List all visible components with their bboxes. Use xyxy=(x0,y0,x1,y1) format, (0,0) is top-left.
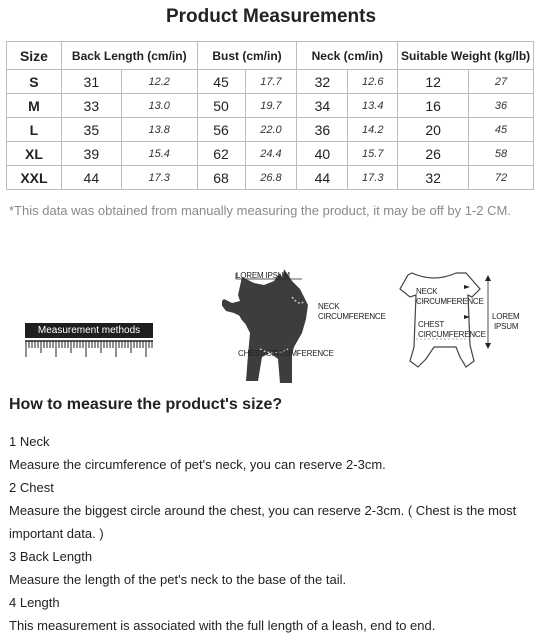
table-row xyxy=(7,70,534,94)
cell-back-in: 13.0 xyxy=(121,94,197,118)
cell-neck-in: 15.7 xyxy=(348,142,398,166)
shirt-label-chest-circumference: CIRCUMFERENCE xyxy=(418,330,486,339)
header-bust: Bust (cm/in) xyxy=(197,42,297,70)
cell-neck-in: 17.3 xyxy=(348,166,398,190)
cell-weight-lb: 36 xyxy=(469,94,534,118)
measurement-illustration xyxy=(0,257,542,387)
step-chest-title: 2 Chest xyxy=(9,480,54,495)
step-neck-title: 1 Neck xyxy=(9,434,50,449)
cell-back-cm: 39 xyxy=(61,142,121,166)
table-row xyxy=(7,94,534,118)
cell-bust-cm: 50 xyxy=(197,94,245,118)
cell-neck-cm: 36 xyxy=(297,118,348,142)
cell-neck-cm: 44 xyxy=(297,166,348,190)
ruler-label: Measurement methods xyxy=(25,323,153,338)
cell-weight-lb: 58 xyxy=(469,142,534,166)
cell-size: M xyxy=(7,94,62,118)
cell-bust-in: 24.4 xyxy=(245,142,297,166)
cell-weight-lb: 72 xyxy=(469,166,534,190)
cell-bust-in: 17.7 xyxy=(245,70,297,94)
step-length-title: 4 Length xyxy=(9,595,60,610)
shirt-label-ipsum: IPSUM xyxy=(494,322,519,331)
cell-neck-cm: 34 xyxy=(297,94,348,118)
header-size: Size xyxy=(7,42,62,70)
shirt-label-neck-circumference: CIRCUMFERENCE xyxy=(416,297,484,306)
step-length-description: This measurement is associated with the full length of a leash, end to end. xyxy=(9,618,436,633)
shirt-label-lorem: LOREM xyxy=(492,312,520,321)
step-chest-description: Measure the biggest circle around the chest, you can reserve 2-3cm. ( Chest is the most important data. ) xyxy=(9,503,517,541)
step-neck-description: Measure the circumference of pet's neck, you can reserve 2-3cm. xyxy=(9,457,386,472)
table-row xyxy=(7,118,534,142)
cell-size: S xyxy=(7,70,62,94)
cell-weight-lb: 27 xyxy=(469,70,534,94)
cell-back-cm: 35 xyxy=(61,118,121,142)
shirt-label-neck: NECK xyxy=(416,287,438,296)
size-chart-table xyxy=(6,41,534,190)
cell-neck-cm: 40 xyxy=(297,142,348,166)
cell-bust-cm: 56 xyxy=(197,118,245,142)
ruler-icon xyxy=(25,340,153,360)
cell-neck-in: 13.4 xyxy=(348,94,398,118)
measurement-disclaimer: *This data was obtained from manually measuring the product, it may be off by 1-2 CM. xyxy=(9,203,511,218)
cell-bust-in: 19.7 xyxy=(245,94,297,118)
shirt-label-chest: CHEST xyxy=(418,320,445,329)
header-back-length: Back Length (cm/in) xyxy=(61,42,197,70)
howto-steps xyxy=(9,430,534,637)
cell-back-cm: 33 xyxy=(61,94,121,118)
cell-weight-lb: 45 xyxy=(469,118,534,142)
dog-label-neck: NECK xyxy=(318,302,340,311)
page-title: Product Measurements xyxy=(165,6,377,27)
cell-neck-in: 14.2 xyxy=(348,118,398,142)
cell-bust-cm: 45 xyxy=(197,70,245,94)
howto-title: How to measure the product's size? xyxy=(9,396,283,413)
cell-neck-cm: 32 xyxy=(297,70,348,94)
cell-weight-kg: 32 xyxy=(398,166,469,190)
cell-bust-cm: 68 xyxy=(197,166,245,190)
cell-bust-in: 26.8 xyxy=(245,166,297,190)
dog-label-neck-circumference: CIRCUMFERENCE xyxy=(318,312,386,321)
cell-bust-in: 22.0 xyxy=(245,118,297,142)
cell-neck-in: 12.6 xyxy=(348,70,398,94)
cell-back-in: 17.3 xyxy=(121,166,197,190)
cell-back-in: 13.8 xyxy=(121,118,197,142)
step-back-length-description: Measure the length of the pet's neck to the base of the tail. xyxy=(9,572,347,587)
cell-size: XXL xyxy=(7,166,62,190)
dog-label-lorem: LOREM IPSUM xyxy=(236,271,290,280)
cell-bust-cm: 62 xyxy=(197,142,245,166)
cell-back-in: 15.4 xyxy=(121,142,197,166)
table-header-row xyxy=(7,42,534,70)
cell-back-in: 12.2 xyxy=(121,70,197,94)
measurement-methods-ruler xyxy=(25,323,153,363)
cell-back-cm: 44 xyxy=(61,166,121,190)
cell-weight-kg: 16 xyxy=(398,94,469,118)
table-row xyxy=(7,166,534,190)
cell-size: XL xyxy=(7,142,62,166)
cell-weight-kg: 20 xyxy=(398,118,469,142)
header-suitable-weight: Suitable Weight (kg/lb) xyxy=(398,42,534,70)
table-row xyxy=(7,142,534,166)
cell-back-cm: 31 xyxy=(61,70,121,94)
step-back-length-title: 3 Back Length xyxy=(9,549,93,564)
dog-label-chest: CHEST CIRCUMFERENCE xyxy=(238,349,334,358)
cell-weight-kg: 26 xyxy=(398,142,469,166)
cell-weight-kg: 12 xyxy=(398,70,469,94)
cell-size: L xyxy=(7,118,62,142)
header-neck: Neck (cm/in) xyxy=(297,42,398,70)
